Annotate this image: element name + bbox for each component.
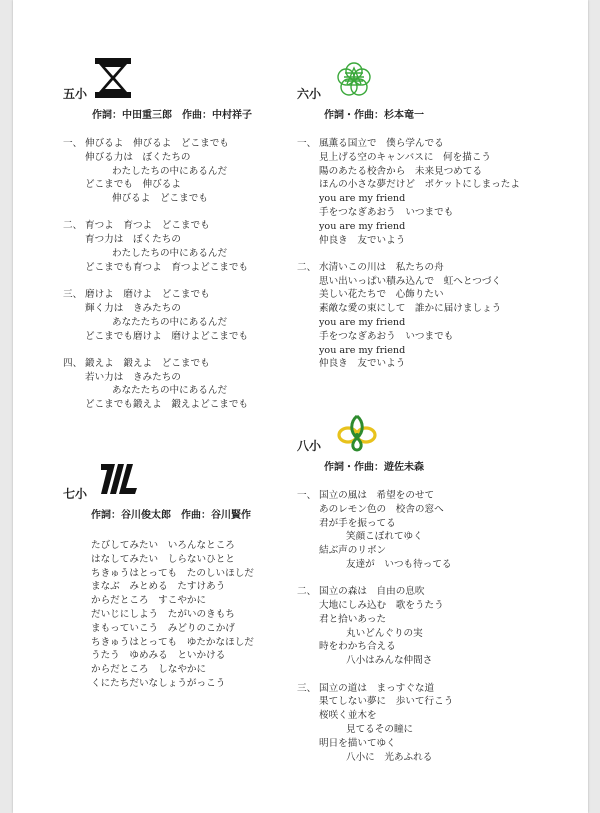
- lyric-line: ちきゅうはとっても たのしいほしだ: [91, 567, 254, 579]
- verse: [297, 489, 582, 572]
- verse-number: 四、: [63, 357, 83, 369]
- lyric-line: [297, 137, 582, 151]
- lyric-line: [297, 599, 582, 613]
- lyric-text: 見上げる空のキャンバスに 何を描こう: [319, 151, 492, 163]
- lyric-text: you are my friend: [319, 317, 406, 329]
- gosho-lyrics: [63, 137, 313, 412]
- lyric-line: [297, 695, 582, 709]
- lyric-text: 輝く力は きみたちの: [85, 302, 181, 314]
- lyric-line: [297, 709, 582, 723]
- verse-number: 三、: [297, 682, 317, 694]
- lyric-text: 国立の風は 希望をのせて: [319, 490, 435, 501]
- verse-number: 二、: [297, 586, 317, 598]
- lyric-line: [297, 723, 582, 737]
- lyric-line: [63, 165, 313, 179]
- lyric-line: [297, 751, 582, 765]
- lyric-text: どこまでも鍛えよ 鍛えよどこまでも: [85, 399, 249, 411]
- lyric-line: [297, 288, 582, 302]
- lyric-text: 明日を描いてゆく: [319, 737, 396, 749]
- lyric-text: 果てしない夢に 歩いて行こう: [319, 696, 454, 708]
- lyric-text: 磨けよ 磨けよ どこまでも: [85, 289, 210, 301]
- lyric-line: [297, 178, 582, 192]
- lyric-line: [63, 288, 313, 302]
- nanasho-credit: 作詞：谷川俊太郎 作曲：谷川賢作: [91, 510, 251, 521]
- rokusho-song-section: [297, 58, 582, 385]
- lyric-line: [63, 151, 313, 165]
- lyric-text: 友達が いつも待ってる: [346, 558, 452, 570]
- lyric-line: ちきゅうはとっても ゆたかなほしだ: [91, 636, 254, 648]
- lyric-text: you are my friend: [319, 344, 406, 356]
- lyric-text: あなたたちの中にあるんだ: [112, 385, 228, 397]
- lyric-line: [63, 233, 313, 247]
- lyric-text: 育つよ 育つよ どこまでも: [85, 220, 210, 232]
- lyric-text: 見てるその瞳に: [346, 723, 414, 735]
- lyric-line: [297, 357, 582, 371]
- hourglass-emblem-icon: [95, 58, 131, 98]
- lyric-text: 水清いこの川は 私たちの舟: [319, 261, 444, 273]
- lyric-text: 素敵な愛の束にして 誰かに届けましょう: [319, 303, 502, 315]
- rokusho-header: [297, 58, 582, 106]
- lyric-text: あのレモン色の 校舎の窓へ: [319, 503, 444, 515]
- lyric-text: 丸いどんぐりの実: [346, 627, 423, 639]
- lyric-text: 君と拾いあった: [319, 613, 387, 625]
- lyric-line: [63, 302, 313, 316]
- lyric-line: [297, 585, 582, 599]
- lyric-text: 笑顔こぼれてゆく: [346, 531, 423, 543]
- seven-emblem-icon: [99, 462, 139, 496]
- lyric-line: [297, 234, 582, 248]
- nanasho-header: [63, 458, 313, 506]
- lyric-line: [297, 737, 582, 751]
- lyric-line: だいじにしよう たがいのきもち: [91, 608, 235, 620]
- lyric-line: [297, 151, 582, 165]
- lyric-line: [297, 302, 582, 316]
- lyric-line: [63, 178, 313, 192]
- verse: [297, 137, 582, 247]
- lyric-text: 仲良き 友でいよう: [319, 234, 406, 246]
- verse-number: 二、: [297, 261, 317, 273]
- lyric-text: 思い出いっぱい積み込んで 虹へとつづく: [319, 275, 502, 287]
- lyric-text: 八小に 光あふれる: [346, 751, 433, 763]
- lyric-text: 手をつなぎあおう いつまでも: [319, 206, 454, 218]
- lyric-line: [297, 517, 582, 531]
- hassho-credit: 作詞・作曲：遊佐未森: [324, 462, 424, 473]
- verse: [63, 288, 313, 343]
- verse-number: 一、: [297, 138, 317, 149]
- lyric-text: 手をつなぎあおう いつまでも: [319, 330, 454, 342]
- verse: [297, 682, 582, 765]
- verse: [297, 261, 582, 371]
- verse: [297, 585, 582, 668]
- lyric-text: 国立の森は 自由の息吹: [319, 586, 425, 598]
- rokusho-lyrics: [297, 137, 582, 371]
- lyric-text: 伸びるよ 伸びるよ どこまでも: [85, 138, 229, 149]
- nanasho-lyrics: [63, 539, 313, 691]
- gosho-credit: 作詞：中田重三郎 作曲：中村祥子: [92, 110, 252, 121]
- lyric-line: [297, 165, 582, 179]
- lyric-text: 伸びる力は ぼくたちの: [85, 151, 191, 163]
- lyric-text: どこまでも磨けよ 磨けよどこまでも: [85, 330, 249, 342]
- lyric-text: どこまでも 伸びるよ: [85, 179, 181, 191]
- lyric-line: [63, 316, 313, 330]
- lyric-line: [63, 357, 313, 371]
- lyric-line: [297, 330, 582, 344]
- lyric-line: [63, 384, 313, 398]
- rokusho-credit: 作詞・作曲：杉本竜一: [324, 110, 424, 121]
- lyric-text: 君が手を振ってる: [319, 517, 396, 529]
- lyric-text: 結ぶ声のリボン: [319, 545, 387, 557]
- lyric-line: [297, 261, 582, 275]
- lyric-text: 若い力は きみたちの: [85, 371, 181, 383]
- lyric-line: [297, 640, 582, 654]
- hassho-lyrics: [297, 489, 582, 764]
- lyric-text: わたしたちの中にあるんだ: [112, 165, 228, 177]
- lyric-text: 鍛えよ 鍛えよ どこまでも: [85, 357, 210, 369]
- verse-number: 一、: [297, 490, 317, 501]
- lyric-text: 大地にしみ込む 歌をうたう: [319, 600, 444, 612]
- lyric-text: あなたたちの中にあるんだ: [112, 316, 228, 328]
- lyric-line: [63, 137, 313, 151]
- verse-number: 一、: [63, 138, 83, 149]
- lyric-line: [63, 247, 313, 261]
- verse: [63, 357, 313, 412]
- lyric-line: [297, 275, 582, 289]
- gosho-header: [63, 58, 313, 106]
- verse: [63, 219, 313, 274]
- lyric-line: [297, 192, 582, 206]
- lyric-text: 伸びるよ どこまでも: [112, 193, 208, 205]
- lyric-line: くにたちだいなしょうがっこう: [91, 677, 226, 689]
- lyric-line: [297, 544, 582, 558]
- lyric-line: [63, 192, 313, 206]
- lyric-text: you are my friend: [319, 193, 406, 205]
- lyric-text: ほんの小さな夢だけど ポケットにしまったよ: [319, 179, 520, 191]
- lyric-line: [297, 316, 582, 330]
- lyric-line: [63, 219, 313, 233]
- lyric-line: [297, 503, 582, 517]
- lyric-line: たびしてみたい いろんなところ: [91, 540, 235, 551]
- lyric-line: [297, 220, 582, 234]
- lyric-text: you are my friend: [319, 220, 406, 232]
- lyric-line: はなしてみたい しらないひとと: [91, 553, 235, 565]
- lyric-line: [297, 654, 582, 668]
- school-name-hassho: 八小: [297, 439, 322, 453]
- lyric-line: [297, 558, 582, 572]
- lyric-line: [297, 530, 582, 544]
- lyric-line: まなぶ みとめる たすけあう: [91, 581, 226, 593]
- lyric-line: [297, 489, 582, 503]
- lyric-text: 八小はみんな仲間さ: [346, 655, 433, 667]
- nanasho-song-section: [63, 458, 313, 691]
- lyrics-page: [13, 0, 588, 813]
- lyric-text: 桜咲く並木を: [319, 710, 377, 722]
- lyric-line: [297, 344, 582, 358]
- lyric-text: 美しい花たちで 心飾りたい: [319, 289, 444, 301]
- lyric-text: わたしたちの中にあるんだ: [112, 248, 228, 260]
- lyric-line: [297, 682, 582, 696]
- lyric-line: [297, 627, 582, 641]
- verse-number: 二、: [63, 220, 83, 232]
- lyric-line: からだところ しなやかに: [91, 664, 207, 676]
- lyric-text: 仲良き 友でいよう: [319, 358, 406, 370]
- lyric-line: からだところ すこやかに: [91, 595, 207, 607]
- lyric-text: 育つ力は ぼくたちの: [85, 234, 181, 246]
- lyric-line: まもっていこう みどりのこかげ: [91, 622, 235, 634]
- school-name-rokusho: 六小: [297, 87, 322, 101]
- lyric-line: [297, 613, 582, 627]
- lyric-line: [63, 330, 313, 344]
- verse-number: 三、: [63, 289, 83, 301]
- lyric-line: [63, 371, 313, 385]
- hassho-song-section: [297, 410, 582, 778]
- school-name-gosho: 五小: [63, 87, 88, 101]
- lyric-line: [63, 261, 313, 275]
- lyric-line: [297, 206, 582, 220]
- verse: [63, 137, 313, 206]
- lyric-line: [63, 398, 313, 412]
- lyric-text: 時をわかち合える: [319, 641, 396, 653]
- school-name-nanasho: 七小: [63, 487, 88, 501]
- knot-emblem-icon: [337, 412, 377, 452]
- lyric-text: 陽のあたる校舎から 未来見つめてる: [319, 165, 483, 177]
- hassho-header: [297, 410, 582, 458]
- lyric-text: どこまでも育つよ 育つよどこまでも: [85, 261, 249, 273]
- flower-emblem-icon: [335, 60, 373, 98]
- lyric-text: 国立の道は まっすぐな道: [319, 682, 435, 694]
- gosho-song-section: [63, 58, 313, 426]
- lyric-line: うたう ゆめみる といかける: [91, 650, 226, 662]
- lyric-text: 風薫る国立で 僕ら学んでる: [319, 138, 444, 149]
